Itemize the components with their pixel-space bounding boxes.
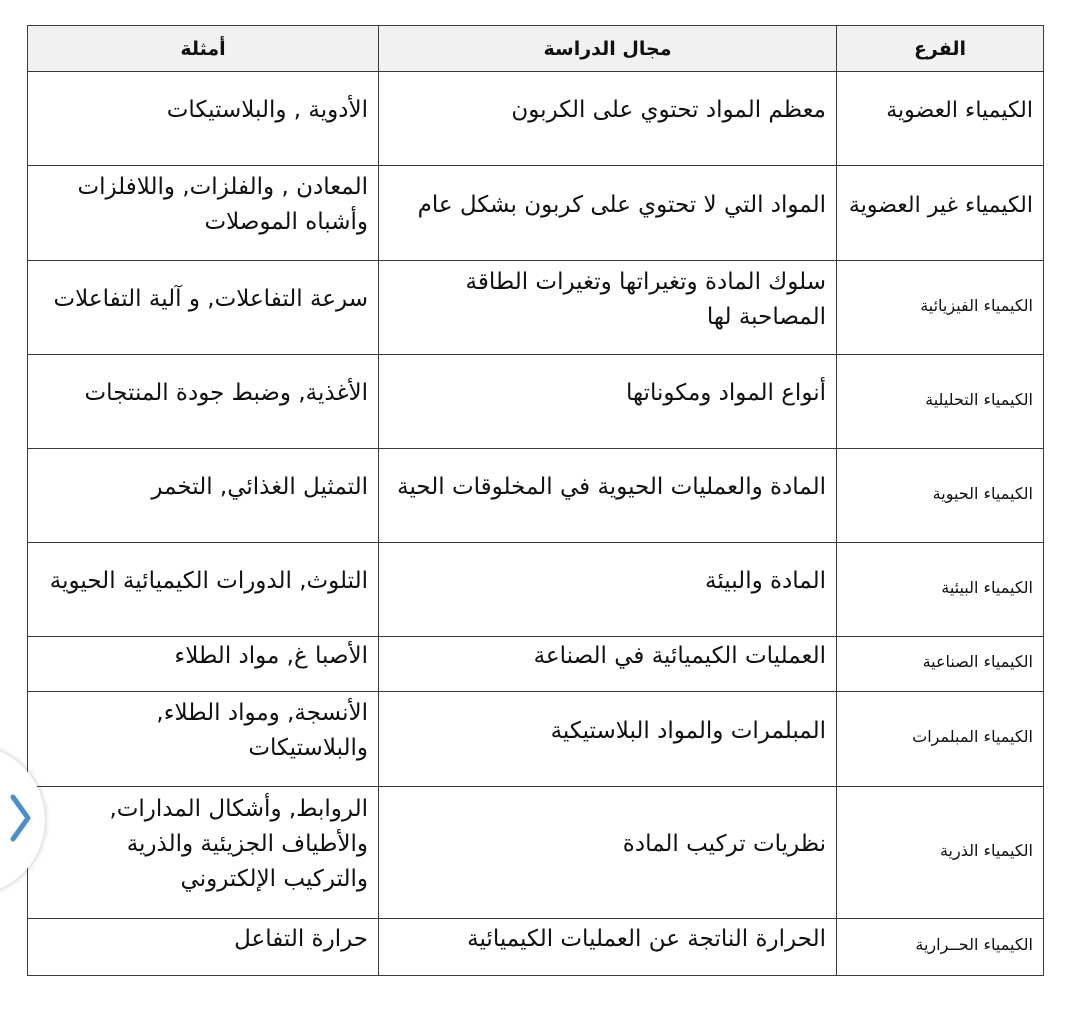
branch-cell: الكيمياء الفيزيائية	[837, 261, 1044, 355]
examples-cell: الروابط, وأشكال المدارات, والأطياف الجزيئية والذرية والتركيب الإلكتروني	[28, 787, 379, 919]
table-row	[28, 787, 1044, 919]
field-cell: المادة والعمليات الحيوية في المخلوقات الحية	[379, 449, 837, 543]
table-row	[28, 692, 1044, 787]
branch-cell: الكيمياء الحــرارية	[837, 919, 1044, 976]
examples-cell: الأنسجة, ومواد الطلاء, والبلاستيكات	[28, 692, 379, 787]
branch-cell: الكيمياء غير العضوية	[837, 166, 1044, 261]
table-row	[28, 637, 1044, 692]
field-cell: الحرارة الناتجة عن العمليات الكيميائية	[379, 919, 837, 976]
header-examples: أمثلة	[28, 26, 379, 72]
field-cell: العمليات الكيميائية في الصناعة	[379, 637, 837, 692]
examples-cell: الأدوية , والبلاستيكات	[28, 72, 379, 166]
examples-cell: التمثيل الغذائي, التخمر	[28, 449, 379, 543]
branch-cell: الكيمياء الذرية	[837, 787, 1044, 919]
field-cell: المادة والبيئة	[379, 543, 837, 637]
header-field: مجال الدراسة	[379, 26, 837, 72]
examples-cell: الأصبا غ, مواد الطلاء	[28, 637, 379, 692]
field-cell: نظريات تركيب المادة	[379, 787, 837, 919]
branch-cell: الكيمياء المبلمرات	[837, 692, 1044, 787]
field-cell: سلوك المادة وتغيراتها وتغيرات الطاقة المصاحبة لها	[379, 261, 837, 355]
examples-cell: حرارة التفاعل	[28, 919, 379, 976]
table-row	[28, 355, 1044, 449]
branch-cell: الكيمياء العضوية	[837, 72, 1044, 166]
table-row	[28, 543, 1044, 637]
field-cell: معظم المواد تحتوي على الكربون	[379, 72, 837, 166]
examples-cell: سرعة التفاعلات, و آلية التفاعلات	[28, 261, 379, 355]
chevron-right-icon	[8, 793, 34, 843]
chemistry-branches-table	[27, 25, 1044, 976]
examples-cell: المعادن , والفلزات, واللافلزات وأشباه الموصلات	[28, 166, 379, 261]
branch-cell: الكيمياء الصناعية	[837, 637, 1044, 692]
branch-cell: الكيمياء التحليلية	[837, 355, 1044, 449]
field-cell: المبلمرات والمواد البلاستيكية	[379, 692, 837, 787]
branch-cell: الكيمياء البيئية	[837, 543, 1044, 637]
table-row	[28, 166, 1044, 261]
table-row	[28, 72, 1044, 166]
header-branch: الفرع	[837, 26, 1044, 72]
table-row	[28, 449, 1044, 543]
table-header-row	[28, 26, 1044, 72]
table-row	[28, 261, 1044, 355]
field-cell: أنواع المواد ومكوناتها	[379, 355, 837, 449]
examples-cell: التلوث, الدورات الكيميائية الحيوية	[28, 543, 379, 637]
table-row	[28, 919, 1044, 976]
branch-cell: الكيمياء الحيوية	[837, 449, 1044, 543]
examples-cell: الأغذية, وضبط جودة المنتجات	[28, 355, 379, 449]
field-cell: المواد التي لا تحتوي على كربون بشكل عام	[379, 166, 837, 261]
